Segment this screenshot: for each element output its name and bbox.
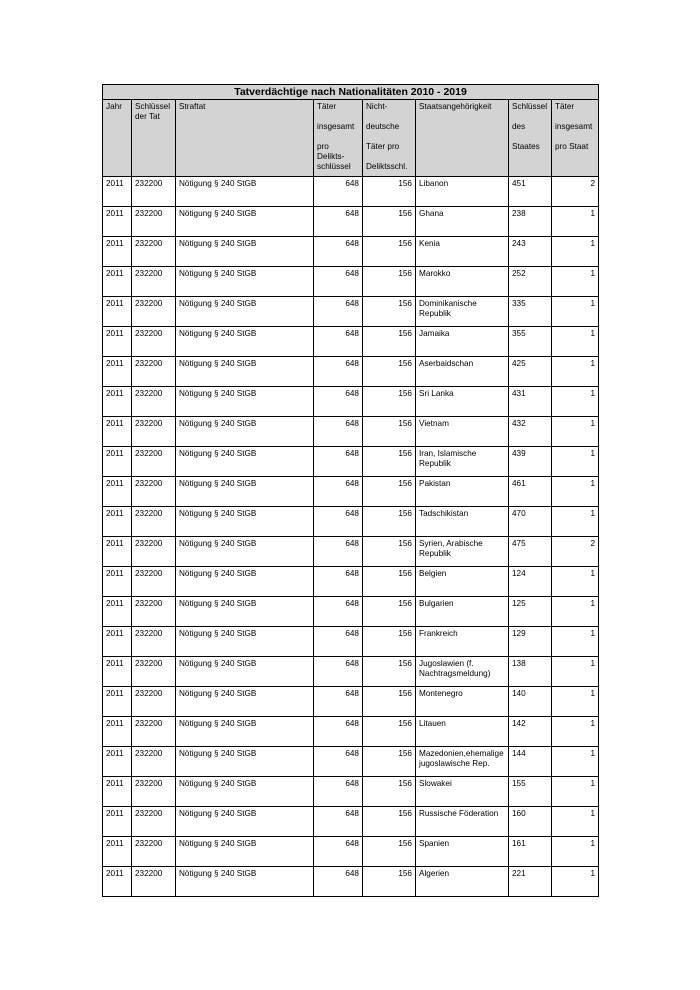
cell-jahr: 2011 xyxy=(103,297,132,327)
column-header-nichtdeutsche xyxy=(363,100,416,177)
cell-nichtdeutsche: 156 xyxy=(363,687,416,717)
cell-staat_schluessel: 221 xyxy=(509,867,552,897)
cell-staat_schluessel: 335 xyxy=(509,297,552,327)
column-header-line: Straftat xyxy=(179,102,206,111)
cell-straftat: Nötigung § 240 StGB xyxy=(176,267,314,297)
cell-taeter_gesamt: 648 xyxy=(314,477,363,507)
cell-taeter_gesamt: 648 xyxy=(314,267,363,297)
cell-staat_schluessel: 161 xyxy=(509,837,552,867)
table-row xyxy=(103,387,599,417)
cell-staat_schluessel: 425 xyxy=(509,357,552,387)
cell-staat_schluessel: 142 xyxy=(509,717,552,747)
column-header-line: pro Staat xyxy=(555,142,589,151)
cell-schluessel: 232200 xyxy=(132,567,176,597)
cell-straftat: Nötigung § 240 StGB xyxy=(176,177,314,207)
cell-taeter_gesamt: 648 xyxy=(314,297,363,327)
cell-taeter_gesamt: 648 xyxy=(314,387,363,417)
cell-nichtdeutsche: 156 xyxy=(363,597,416,627)
cell-schluessel: 232200 xyxy=(132,807,176,837)
table-title: Tatverdächtige nach Nationalitäten 2010 - 2019 xyxy=(103,85,599,100)
cell-taeter_gesamt: 648 xyxy=(314,207,363,237)
cell-nichtdeutsche: 156 xyxy=(363,387,416,417)
cell-schluessel: 232200 xyxy=(132,717,176,747)
column-header-line: Täter xyxy=(555,102,575,111)
cell-jahr: 2011 xyxy=(103,837,132,867)
cell-staat: Russische Föderation xyxy=(416,807,509,837)
cell-schluessel: 232200 xyxy=(132,387,176,417)
cell-staat_schluessel: 470 xyxy=(509,507,552,537)
cell-jahr: 2011 xyxy=(103,327,132,357)
cell-nichtdeutsche: 156 xyxy=(363,477,416,507)
cell-taeter_gesamt: 648 xyxy=(314,837,363,867)
cell-staat: Belgien xyxy=(416,567,509,597)
cell-jahr: 2011 xyxy=(103,447,132,477)
cell-taeter_gesamt: 648 xyxy=(314,717,363,747)
cell-nichtdeutsche: 156 xyxy=(363,777,416,807)
cell-taeter_gesamt: 648 xyxy=(314,747,363,777)
cell-jahr: 2011 xyxy=(103,237,132,267)
cell-staat_schluessel: 252 xyxy=(509,267,552,297)
cell-staat_schluessel: 155 xyxy=(509,777,552,807)
column-header-staat xyxy=(416,100,509,177)
cell-taeter_staat: 1 xyxy=(552,237,599,267)
cell-nichtdeutsche: 156 xyxy=(363,207,416,237)
cell-taeter_gesamt: 648 xyxy=(314,807,363,837)
cell-staat: Syrien, Arabische Republik xyxy=(416,537,509,567)
cell-taeter_gesamt: 648 xyxy=(314,627,363,657)
cell-straftat: Nötigung § 240 StGB xyxy=(176,747,314,777)
cell-jahr: 2011 xyxy=(103,387,132,417)
cell-jahr: 2011 xyxy=(103,477,132,507)
cell-jahr: 2011 xyxy=(103,267,132,297)
cell-taeter_staat: 1 xyxy=(552,207,599,237)
cell-staat_schluessel: 238 xyxy=(509,207,552,237)
cell-schluessel: 232200 xyxy=(132,657,176,687)
column-header-line: Staates xyxy=(512,142,540,151)
cell-staat: Vietnam xyxy=(416,417,509,447)
table-row xyxy=(103,237,599,267)
table-row xyxy=(103,867,599,897)
cell-taeter_gesamt: 648 xyxy=(314,867,363,897)
cell-staat: Jugoslawien (f. Nachtragsmeldung) xyxy=(416,657,509,687)
cell-staat: Dominikanische Republik xyxy=(416,297,509,327)
cell-staat: Algerien xyxy=(416,867,509,897)
cell-straftat: Nötigung § 240 StGB xyxy=(176,627,314,657)
cell-staat_schluessel: 355 xyxy=(509,327,552,357)
cell-nichtdeutsche: 156 xyxy=(363,657,416,687)
cell-taeter_gesamt: 648 xyxy=(314,447,363,477)
cell-jahr: 2011 xyxy=(103,567,132,597)
cell-staat: Slowakei xyxy=(416,777,509,807)
cell-nichtdeutsche: 156 xyxy=(363,807,416,837)
cell-jahr: 2011 xyxy=(103,417,132,447)
cell-taeter_staat: 1 xyxy=(552,357,599,387)
cell-straftat: Nötigung § 240 StGB xyxy=(176,417,314,447)
table-row xyxy=(103,477,599,507)
table-row xyxy=(103,567,599,597)
column-header-line: Nicht- xyxy=(366,102,388,111)
cell-taeter_gesamt: 648 xyxy=(314,567,363,597)
table-body xyxy=(103,177,599,897)
column-header-line: Jahr xyxy=(106,102,122,111)
table-row xyxy=(103,447,599,477)
cell-taeter_staat: 1 xyxy=(552,597,599,627)
cell-nichtdeutsche: 156 xyxy=(363,567,416,597)
cell-schluessel: 232200 xyxy=(132,747,176,777)
cell-jahr: 2011 xyxy=(103,357,132,387)
column-header-line: insgesamt xyxy=(317,122,355,131)
cell-staat_schluessel: 439 xyxy=(509,447,552,477)
cell-taeter_staat: 1 xyxy=(552,477,599,507)
table-row xyxy=(103,267,599,297)
table-row xyxy=(103,777,599,807)
cell-taeter_staat: 1 xyxy=(552,447,599,477)
cell-taeter_staat: 2 xyxy=(552,537,599,567)
cell-nichtdeutsche: 156 xyxy=(363,717,416,747)
cell-schluessel: 232200 xyxy=(132,417,176,447)
column-header-taeter_gesamt xyxy=(314,100,363,177)
cell-nichtdeutsche: 156 xyxy=(363,627,416,657)
statistics-sheet xyxy=(102,84,598,897)
cell-taeter_staat: 1 xyxy=(552,417,599,447)
table-header-row xyxy=(103,100,599,177)
cell-straftat: Nötigung § 240 StGB xyxy=(176,387,314,417)
column-header-straftat xyxy=(176,100,314,177)
cell-schluessel: 232200 xyxy=(132,597,176,627)
cell-staat_schluessel: 140 xyxy=(509,687,552,717)
cell-jahr: 2011 xyxy=(103,207,132,237)
column-header-line: schlüssel xyxy=(317,162,351,171)
cell-staat_schluessel: 160 xyxy=(509,807,552,837)
cell-straftat: Nötigung § 240 StGB xyxy=(176,657,314,687)
cell-straftat: Nötigung § 240 StGB xyxy=(176,717,314,747)
cell-straftat: Nötigung § 240 StGB xyxy=(176,207,314,237)
table-row xyxy=(103,747,599,777)
cell-schluessel: 232200 xyxy=(132,357,176,387)
column-header-line: Täter xyxy=(317,102,337,111)
cell-staat_schluessel: 243 xyxy=(509,237,552,267)
cell-taeter_gesamt: 648 xyxy=(314,687,363,717)
cell-staat: Jamaika xyxy=(416,327,509,357)
cell-schluessel: 232200 xyxy=(132,867,176,897)
cell-staat: Ghana xyxy=(416,207,509,237)
cell-nichtdeutsche: 156 xyxy=(363,537,416,567)
cell-staat: Iran, Islamische Republik xyxy=(416,447,509,477)
cell-taeter_staat: 1 xyxy=(552,657,599,687)
cell-schluessel: 232200 xyxy=(132,777,176,807)
cell-jahr: 2011 xyxy=(103,717,132,747)
cell-taeter_staat: 1 xyxy=(552,627,599,657)
table-row xyxy=(103,297,599,327)
cell-taeter_staat: 1 xyxy=(552,507,599,537)
column-header-line: Schlüssel xyxy=(135,102,171,111)
cell-schluessel: 232200 xyxy=(132,237,176,267)
cell-straftat: Nötigung § 240 StGB xyxy=(176,777,314,807)
table-row xyxy=(103,597,599,627)
column-header-line: Deliktsschl. xyxy=(366,162,408,171)
cell-staat: Kenia xyxy=(416,237,509,267)
table-row xyxy=(103,177,599,207)
cell-straftat: Nötigung § 240 StGB xyxy=(176,567,314,597)
table-row xyxy=(103,837,599,867)
cell-nichtdeutsche: 156 xyxy=(363,327,416,357)
cell-jahr: 2011 xyxy=(103,627,132,657)
cell-staat: Montenegro xyxy=(416,687,509,717)
cell-staat: Litauen xyxy=(416,717,509,747)
cell-jahr: 2011 xyxy=(103,507,132,537)
cell-taeter_gesamt: 648 xyxy=(314,327,363,357)
cell-taeter_staat: 2 xyxy=(552,177,599,207)
cell-jahr: 2011 xyxy=(103,867,132,897)
cell-taeter_gesamt: 648 xyxy=(314,507,363,537)
cell-nichtdeutsche: 156 xyxy=(363,267,416,297)
cell-taeter_staat: 1 xyxy=(552,567,599,597)
cell-staat: Bulgarien xyxy=(416,597,509,627)
table-title-row xyxy=(103,85,599,100)
cell-straftat: Nötigung § 240 StGB xyxy=(176,297,314,327)
cell-staat_schluessel: 144 xyxy=(509,747,552,777)
cell-schluessel: 232200 xyxy=(132,177,176,207)
cell-staat_schluessel: 138 xyxy=(509,657,552,687)
cell-taeter_staat: 1 xyxy=(552,387,599,417)
cell-taeter_staat: 1 xyxy=(552,297,599,327)
cell-straftat: Nötigung § 240 StGB xyxy=(176,837,314,867)
cell-taeter_gesamt: 648 xyxy=(314,597,363,627)
cell-taeter_staat: 1 xyxy=(552,837,599,867)
cell-straftat: Nötigung § 240 StGB xyxy=(176,327,314,357)
cell-staat: Sri Lanka xyxy=(416,387,509,417)
cell-taeter_gesamt: 648 xyxy=(314,537,363,567)
column-header-line: der Tat xyxy=(135,112,160,121)
cell-jahr: 2011 xyxy=(103,747,132,777)
column-header-taeter_staat xyxy=(552,100,599,177)
cell-staat: Aserbaidschan xyxy=(416,357,509,387)
cell-taeter_staat: 1 xyxy=(552,807,599,837)
cell-taeter_gesamt: 648 xyxy=(314,777,363,807)
cell-schluessel: 232200 xyxy=(132,477,176,507)
cell-nichtdeutsche: 156 xyxy=(363,867,416,897)
column-header-line: insgesamt xyxy=(555,122,593,131)
cell-straftat: Nötigung § 240 StGB xyxy=(176,807,314,837)
cell-staat: Spanien xyxy=(416,837,509,867)
cell-staat: Marokko xyxy=(416,267,509,297)
table-row xyxy=(103,507,599,537)
cell-nichtdeutsche: 156 xyxy=(363,177,416,207)
cell-staat: Libanon xyxy=(416,177,509,207)
table-row xyxy=(103,327,599,357)
column-header-line: Delikts- xyxy=(317,152,345,161)
cell-jahr: 2011 xyxy=(103,657,132,687)
cell-taeter_staat: 1 xyxy=(552,777,599,807)
column-header-schluessel xyxy=(132,100,176,177)
cell-nichtdeutsche: 156 xyxy=(363,507,416,537)
cell-staat: Frankreich xyxy=(416,627,509,657)
column-header-line: deutsche xyxy=(366,122,400,131)
cell-taeter_gesamt: 648 xyxy=(314,417,363,447)
cell-taeter_gesamt: 648 xyxy=(314,237,363,267)
column-header-line: des xyxy=(512,122,526,131)
column-header-jahr xyxy=(103,100,132,177)
cell-straftat: Nötigung § 240 StGB xyxy=(176,537,314,567)
cell-taeter_staat: 1 xyxy=(552,867,599,897)
nationality-table xyxy=(102,84,599,897)
cell-schluessel: 232200 xyxy=(132,627,176,657)
cell-jahr: 2011 xyxy=(103,777,132,807)
cell-schluessel: 232200 xyxy=(132,207,176,237)
column-header-line: Schlüssel xyxy=(512,102,548,111)
cell-taeter_staat: 1 xyxy=(552,747,599,777)
cell-staat: Mazedonien,ehemalige jugoslawische Rep. xyxy=(416,747,509,777)
column-header-line: Staatsangehörigkeit xyxy=(419,102,492,111)
cell-schluessel: 232200 xyxy=(132,297,176,327)
cell-taeter_gesamt: 648 xyxy=(314,657,363,687)
cell-nichtdeutsche: 156 xyxy=(363,237,416,267)
table-row xyxy=(103,627,599,657)
cell-taeter_staat: 1 xyxy=(552,717,599,747)
cell-schluessel: 232200 xyxy=(132,687,176,717)
cell-nichtdeutsche: 156 xyxy=(363,297,416,327)
table-row xyxy=(103,807,599,837)
column-header-line: pro xyxy=(317,142,329,151)
cell-straftat: Nötigung § 240 StGB xyxy=(176,867,314,897)
cell-taeter_staat: 1 xyxy=(552,327,599,357)
cell-jahr: 2011 xyxy=(103,807,132,837)
cell-staat_schluessel: 451 xyxy=(509,177,552,207)
cell-staat_schluessel: 129 xyxy=(509,627,552,657)
table-row xyxy=(103,357,599,387)
cell-staat_schluessel: 125 xyxy=(509,597,552,627)
table-row xyxy=(103,537,599,567)
table-row xyxy=(103,717,599,747)
cell-taeter_staat: 1 xyxy=(552,267,599,297)
table-row xyxy=(103,417,599,447)
cell-staat_schluessel: 124 xyxy=(509,567,552,597)
cell-schluessel: 232200 xyxy=(132,537,176,567)
cell-jahr: 2011 xyxy=(103,597,132,627)
cell-schluessel: 232200 xyxy=(132,267,176,297)
cell-staat: Pakistan xyxy=(416,477,509,507)
table-row xyxy=(103,207,599,237)
cell-schluessel: 232200 xyxy=(132,327,176,357)
column-header-line: Täter pro xyxy=(366,142,400,151)
cell-staat_schluessel: 461 xyxy=(509,477,552,507)
cell-straftat: Nötigung § 240 StGB xyxy=(176,237,314,267)
cell-straftat: Nötigung § 240 StGB xyxy=(176,357,314,387)
cell-jahr: 2011 xyxy=(103,177,132,207)
cell-straftat: Nötigung § 240 StGB xyxy=(176,477,314,507)
table-row xyxy=(103,687,599,717)
cell-straftat: Nötigung § 240 StGB xyxy=(176,597,314,627)
cell-jahr: 2011 xyxy=(103,687,132,717)
cell-staat_schluessel: 475 xyxy=(509,537,552,567)
cell-taeter_gesamt: 648 xyxy=(314,357,363,387)
cell-nichtdeutsche: 156 xyxy=(363,357,416,387)
cell-schluessel: 232200 xyxy=(132,837,176,867)
cell-taeter_staat: 1 xyxy=(552,687,599,717)
cell-taeter_gesamt: 648 xyxy=(314,177,363,207)
cell-nichtdeutsche: 156 xyxy=(363,447,416,477)
cell-nichtdeutsche: 156 xyxy=(363,417,416,447)
cell-staat: Tadschikistan xyxy=(416,507,509,537)
cell-staat_schluessel: 432 xyxy=(509,417,552,447)
cell-straftat: Nötigung § 240 StGB xyxy=(176,687,314,717)
column-header-staat_schluessel xyxy=(509,100,552,177)
cell-schluessel: 232200 xyxy=(132,447,176,477)
cell-straftat: Nötigung § 240 StGB xyxy=(176,507,314,537)
cell-nichtdeutsche: 156 xyxy=(363,837,416,867)
cell-straftat: Nötigung § 240 StGB xyxy=(176,447,314,477)
cell-staat_schluessel: 431 xyxy=(509,387,552,417)
cell-jahr: 2011 xyxy=(103,537,132,567)
table-row xyxy=(103,657,599,687)
cell-schluessel: 232200 xyxy=(132,507,176,537)
cell-nichtdeutsche: 156 xyxy=(363,747,416,777)
